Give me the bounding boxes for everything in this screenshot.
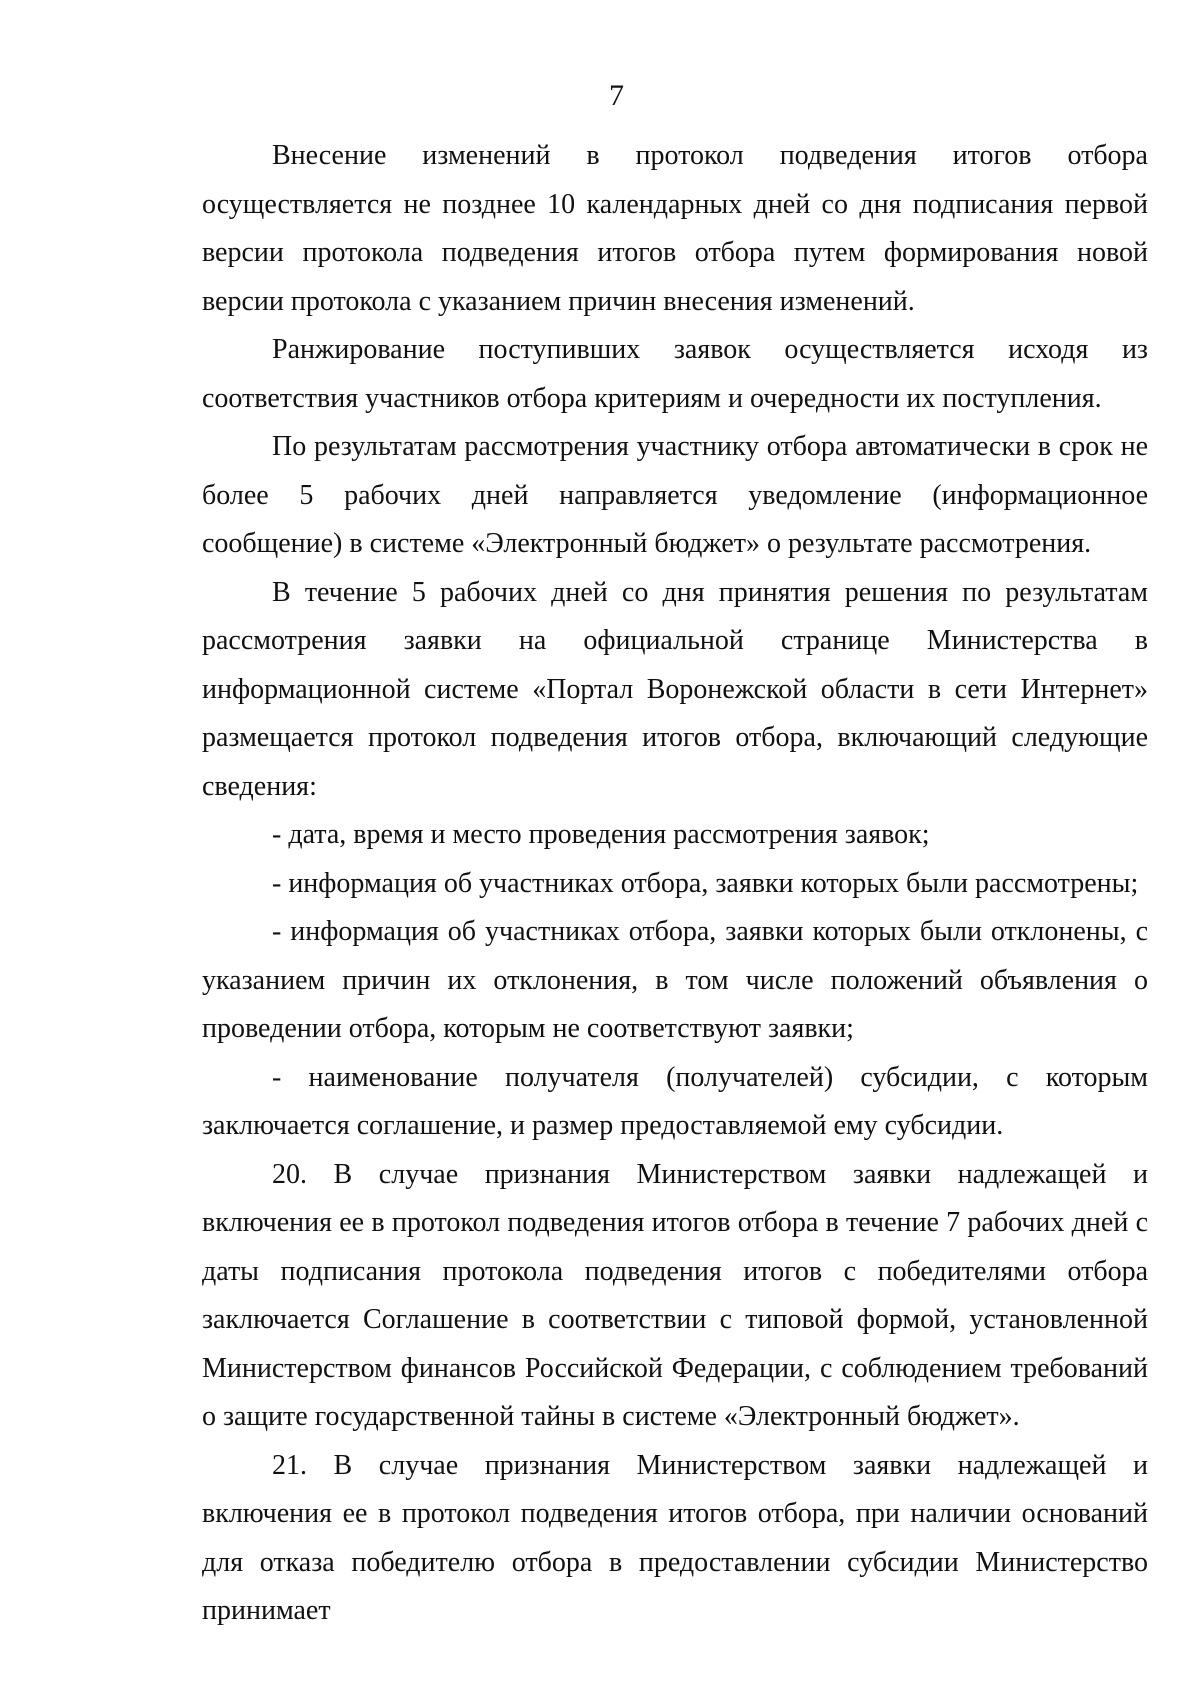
paragraph-ranking: Ранжирование поступивших заявок осуществляется исходя из соответствия участников отбора критериям и очередности их поступления.	[202, 334, 1148, 414]
list-item-date-time-place: - дата, время и место проведения рассмотрения заявок;	[272, 819, 930, 850]
paragraph-item-20: 20. В случае признания Министерством заявки надлежащей и включения ее в протокол подведения итогов отбора в течение 7 рабочих дней с даты подписания протокола подведения итогов с победителями отбора заключается Соглашение в соответствии с типовой формой, установленной Министерством финансов Российской Федерации, с соблюдением требований о защите государственной тайны в системе «Электронный бюджет».	[202, 1158, 1148, 1432]
paragraph-notification: По результатам рассмотрения участнику отбора автоматически в срок не более 5 рабочих дней направляется уведомление (информационное сообщение) в системе «Электронный бюджет» о результате рассмотрения.	[202, 431, 1148, 559]
paragraph-protocol-changes: Внесение изменений в протокол подведения итогов отбора осуществляется не позднее 10 календарных дней со дня подписания первой версии протокола подведения итогов отбора путем формирования новой версии протокола с указанием причин внесения изменений.	[202, 140, 1148, 317]
paragraph-protocol-publication: В течение 5 рабочих дней со дня принятия решения по результатам рассмотрения заявки на официальной странице Министерства в информационной системе «Портал Воронежской области в сети Интернет» размещается протокол подведения итогов отбора, включающий следующие сведения:	[202, 576, 1148, 802]
list-item-rejected-participants: - информация об участниках отбора, заявки которых были отклонены, с указанием причин их отклонения, в том числе положений объявления о проведении отбора, которым не соответствуют заявки;	[202, 916, 1148, 1044]
paragraph-item-21: 21. В случае признания Министерством заявки надлежащей и включения ее в протокол подведения итогов отбора, при наличии оснований для отказа победителю отбора в предоставлении субсидии Министерство принимает	[202, 1449, 1148, 1626]
list-item-subsidy-recipient: - наименование получателя (получателей) субсидии, с которым заключается соглашение, и размер предоставляемой ему субсидии.	[202, 1061, 1148, 1141]
list-item-reviewed-participants: - информация об участниках отбора, заявки которых были рассмотрены;	[272, 867, 1139, 899]
document-body	[202, 132, 1148, 1636]
page-number: 7	[609, 79, 624, 112]
